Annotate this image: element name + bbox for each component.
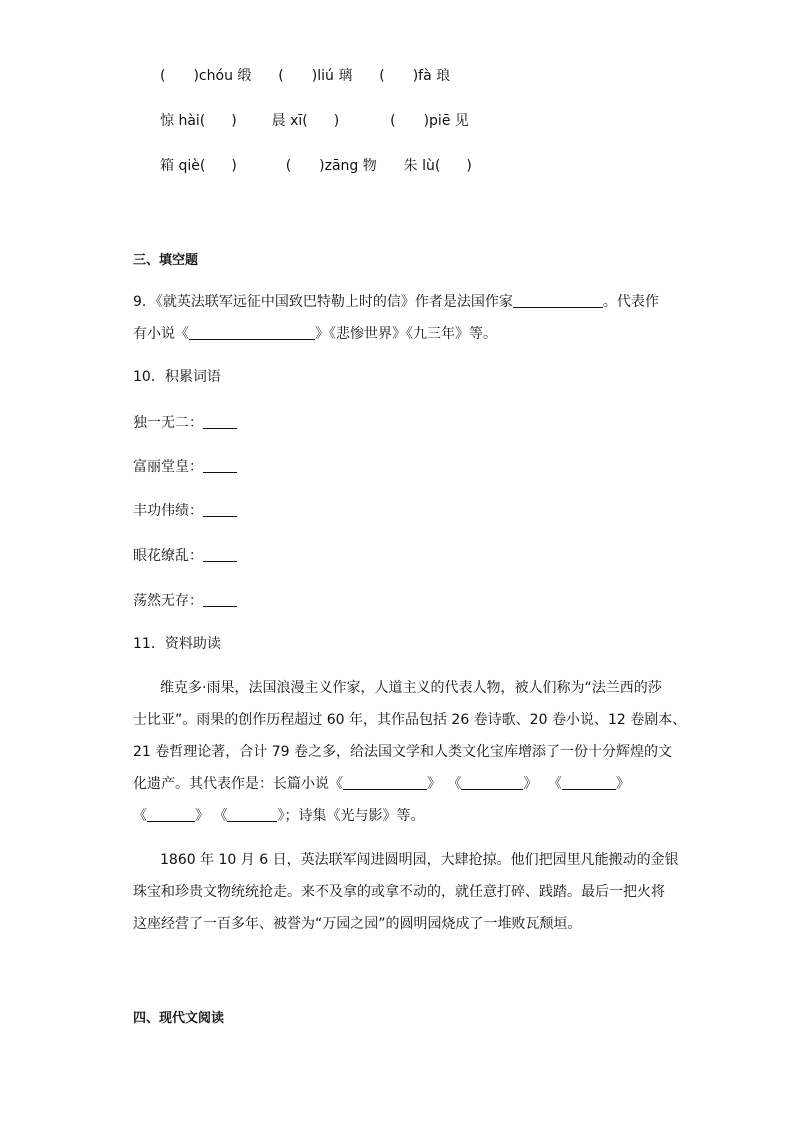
paragraph-line: 1860 年 10 月 6 日，英法联军闯进圆明园，大肆抢掠。他们把园里凡能搬动的金银: [160, 852, 679, 868]
answer-blank[interactable]: [227, 806, 277, 822]
paren-open: (: [390, 113, 396, 129]
vocab-item: [133, 413, 237, 433]
question-11-title: 11．资料助读: [133, 636, 221, 652]
question-text: 。代表作: [602, 294, 659, 310]
paren-close: ): [333, 113, 340, 129]
pinyin-row-3: [160, 156, 472, 176]
pinyin-item: )chóu 缎: [193, 68, 252, 84]
question-text: 》《悲惨世界》《九三年》等。: [315, 326, 497, 342]
answer-blank[interactable]: [189, 324, 315, 340]
question-9-line-1: [133, 292, 659, 312]
vocab-word: 富丽堂皇：: [133, 459, 203, 475]
answer-blank[interactable]: [343, 774, 427, 790]
pinyin-row-1: [160, 66, 450, 86]
paragraph-text: ；诗集《光与影》等。: [284, 808, 425, 824]
vocab-word: 荡然无存：: [133, 593, 203, 609]
answer-blank[interactable]: [147, 806, 195, 822]
vocab-item: [133, 457, 237, 477]
pinyin-item: )fà 琅: [412, 68, 451, 84]
question-text: 有小说《: [133, 326, 189, 342]
vocab-item: [133, 546, 237, 566]
paragraph-line: 这座经营了一百多年、被誉为“万园之园”的圆明园烧成了一堆败瓦颓垣。: [133, 916, 582, 932]
vocab-item: [133, 501, 237, 521]
paren-close: ): [231, 158, 237, 174]
vocab-word: 丰功伟绩：: [133, 503, 203, 519]
paragraph-line: 维克多·雨果，法国浪漫主义作家，人道主义的代表人物，被人们称为“法兰西的莎: [160, 680, 662, 696]
question-text: 9．《就英法联军远征中国致巴特勒上时的信》作者是法国作家: [133, 294, 513, 310]
answer-blank[interactable]: [513, 292, 603, 308]
paren-close: ): [231, 113, 237, 129]
answer-blank[interactable]: [203, 546, 237, 562]
paren-open: (: [379, 68, 385, 84]
pinyin-item: 箱 qiè(: [160, 158, 206, 174]
answer-blank[interactable]: [203, 413, 237, 429]
question-9-line-2: [133, 324, 497, 344]
pinyin-item: )piē 见: [423, 113, 469, 129]
paragraph-line: 21 卷哲理论著，合计 79 卷之多，给法国文学和人类文化宝库增添了一份十分辉煌的文: [133, 744, 672, 760]
pinyin-row-2: [160, 111, 469, 131]
paragraph-line: 化遗产。其代表作是：长篇小说《 》 《 》 《 》: [133, 776, 630, 792]
answer-blank[interactable]: [461, 774, 523, 790]
paren-close: ): [466, 158, 472, 174]
question-10-title: 10．积累词语: [133, 369, 221, 385]
answer-blank[interactable]: [562, 774, 616, 790]
paragraph-line: 《 》 《 》；诗集《光与影》等。: [133, 808, 425, 824]
paragraph-line: 士比亚”。雨果的创作历程超过 60 年，其作品包括 26 卷诗歌、20 卷小说、12 卷剧本、: [133, 712, 687, 728]
pinyin-item: )zāng 物: [319, 158, 377, 174]
section-3-title: 三、填空题: [133, 253, 199, 268]
pinyin-item: 惊 hài(: [160, 113, 206, 129]
vocab-word: 独一无二：: [133, 415, 203, 431]
paren-open: (: [278, 68, 284, 84]
answer-blank[interactable]: [203, 591, 237, 607]
paragraph-line: 珠宝和珍贵文物统统抢走。来不及拿的或拿不动的，就任意打碎、践踏。最后一把火将: [133, 884, 665, 900]
section-4-title: 四、现代文阅读: [133, 1011, 225, 1026]
answer-blank[interactable]: [203, 501, 237, 517]
vocab-item: [133, 591, 237, 611]
vocab-word: 眼花缭乱：: [133, 548, 203, 564]
paragraph-text: 化遗产。其代表作是：长篇小说: [133, 776, 329, 792]
pinyin-item: )liú 璃: [311, 68, 353, 84]
pinyin-item: 晨 xī(: [271, 113, 308, 129]
answer-blank[interactable]: [203, 457, 237, 473]
paren-open: (: [285, 158, 292, 174]
paren-open: (: [160, 68, 166, 84]
pinyin-item: 朱 lù(: [403, 158, 441, 174]
